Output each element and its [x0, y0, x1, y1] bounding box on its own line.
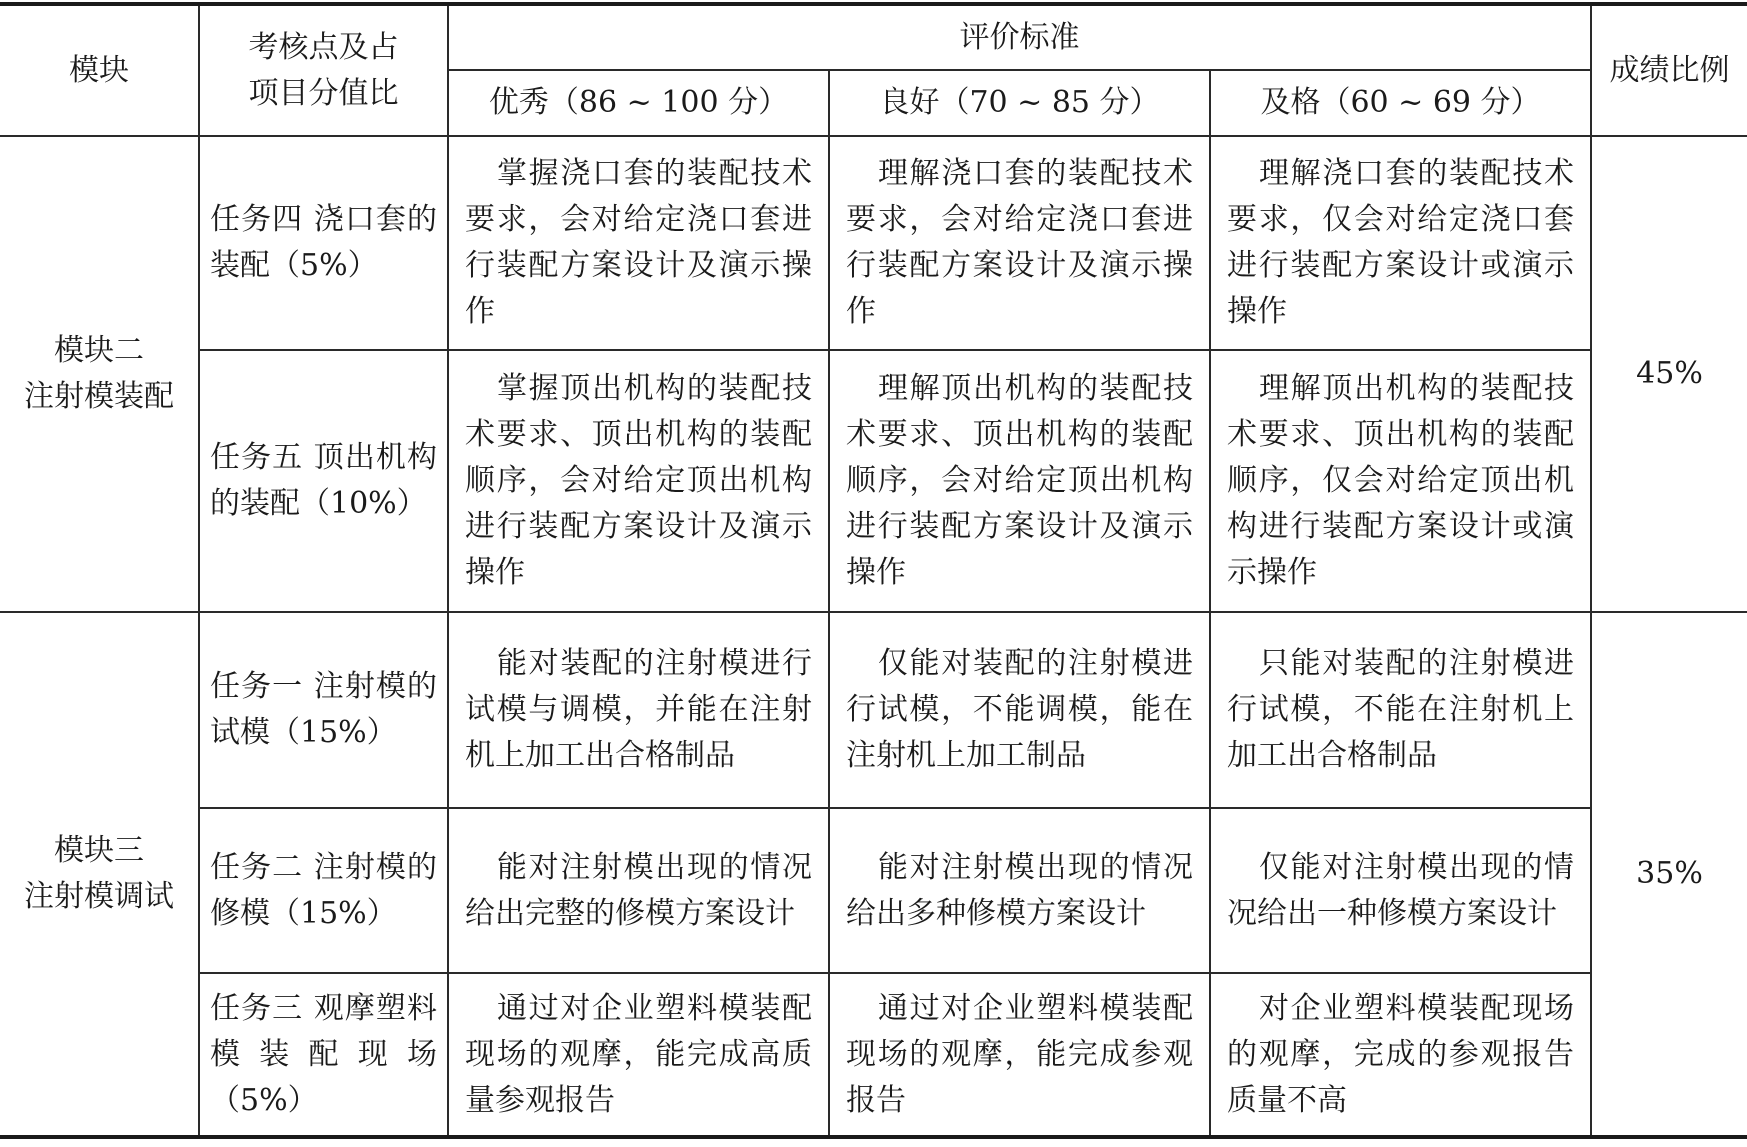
module-cell: 模块二 注射模装配	[0, 136, 199, 612]
pass-cell: 理解浇口套的装配技术要求，仅会对给定浇口套进行装配方案设计或演示操作	[1210, 136, 1591, 350]
header-ratio: 成绩比例	[1591, 4, 1747, 136]
header-pass: 及格（60 ~ 69 分）	[1210, 70, 1591, 136]
task-cell: 任务五 顶出机构的装配（10%）	[199, 350, 448, 612]
header-module: 模块	[0, 4, 199, 136]
task-cell: 任务一 注射模的试模（15%）	[199, 612, 448, 808]
table-row	[0, 136, 1747, 350]
table-row	[0, 350, 1747, 612]
good-cell: 能对注射模出现的情况给出多种修模方案设计	[829, 808, 1210, 973]
excellent-cell: 能对装配的注射模进行试模与调模，并能在注射机上加工出合格制品	[448, 612, 829, 808]
pass-cell: 理解顶出机构的装配技术要求、顶出机构的装配顺序，仅会对给定顶出机构进行装配方案设计或演示操作	[1210, 350, 1591, 612]
task-cell: 任务四 浇口套的装配（5%）	[199, 136, 448, 350]
table-row	[0, 973, 1747, 1137]
pass-cell: 对企业塑料模装配现场的观摩，完成的参观报告质量不高	[1210, 973, 1591, 1137]
task-cell: 任务二 注射模的修模（15%）	[199, 808, 448, 973]
ratio-cell: 45%	[1591, 136, 1747, 612]
header-assessment: 考核点及占项目分值比	[199, 4, 448, 136]
table-row	[0, 612, 1747, 808]
ratio-cell: 35%	[1591, 612, 1747, 1137]
good-cell: 理解浇口套的装配技术要求，会对给定浇口套进行装配方案设计及演示操作	[829, 136, 1210, 350]
pass-cell: 只能对装配的注射模进行试模，不能在注射机上加工出合格制品	[1210, 612, 1591, 808]
good-cell: 理解顶出机构的装配技术要求、顶出机构的装配顺序，会对给定顶出机构进行装配方案设计及演示操作	[829, 350, 1210, 612]
pass-cell: 仅能对注射模出现的情况给出一种修模方案设计	[1210, 808, 1591, 973]
header-excellent: 优秀（86 ~ 100 分）	[448, 70, 829, 136]
assessment-table	[0, 2, 1747, 1139]
task-cell: 任务三 观摩塑料模装配现场（5%）	[199, 973, 448, 1137]
good-cell: 通过对企业塑料模装配现场的观摩，能完成参观报告	[829, 973, 1210, 1137]
excellent-cell: 掌握浇口套的装配技术要求，会对给定浇口套进行装配方案设计及演示操作	[448, 136, 829, 350]
excellent-cell: 通过对企业塑料模装配现场的观摩，能完成高质量参观报告	[448, 973, 829, 1137]
module-cell: 模块三 注射模调试	[0, 612, 199, 1137]
good-cell: 仅能对装配的注射模进行试模，不能调模，能在注射机上加工制品	[829, 612, 1210, 808]
excellent-cell: 掌握顶出机构的装配技术要求、顶出机构的装配顺序，会对给定顶出机构进行装配方案设计及演示操作	[448, 350, 829, 612]
header-criteria: 评价标准	[448, 4, 1591, 70]
header-good: 良好（70 ~ 85 分）	[829, 70, 1210, 136]
excellent-cell: 能对注射模出现的情况给出完整的修模方案设计	[448, 808, 829, 973]
table-row	[0, 808, 1747, 973]
